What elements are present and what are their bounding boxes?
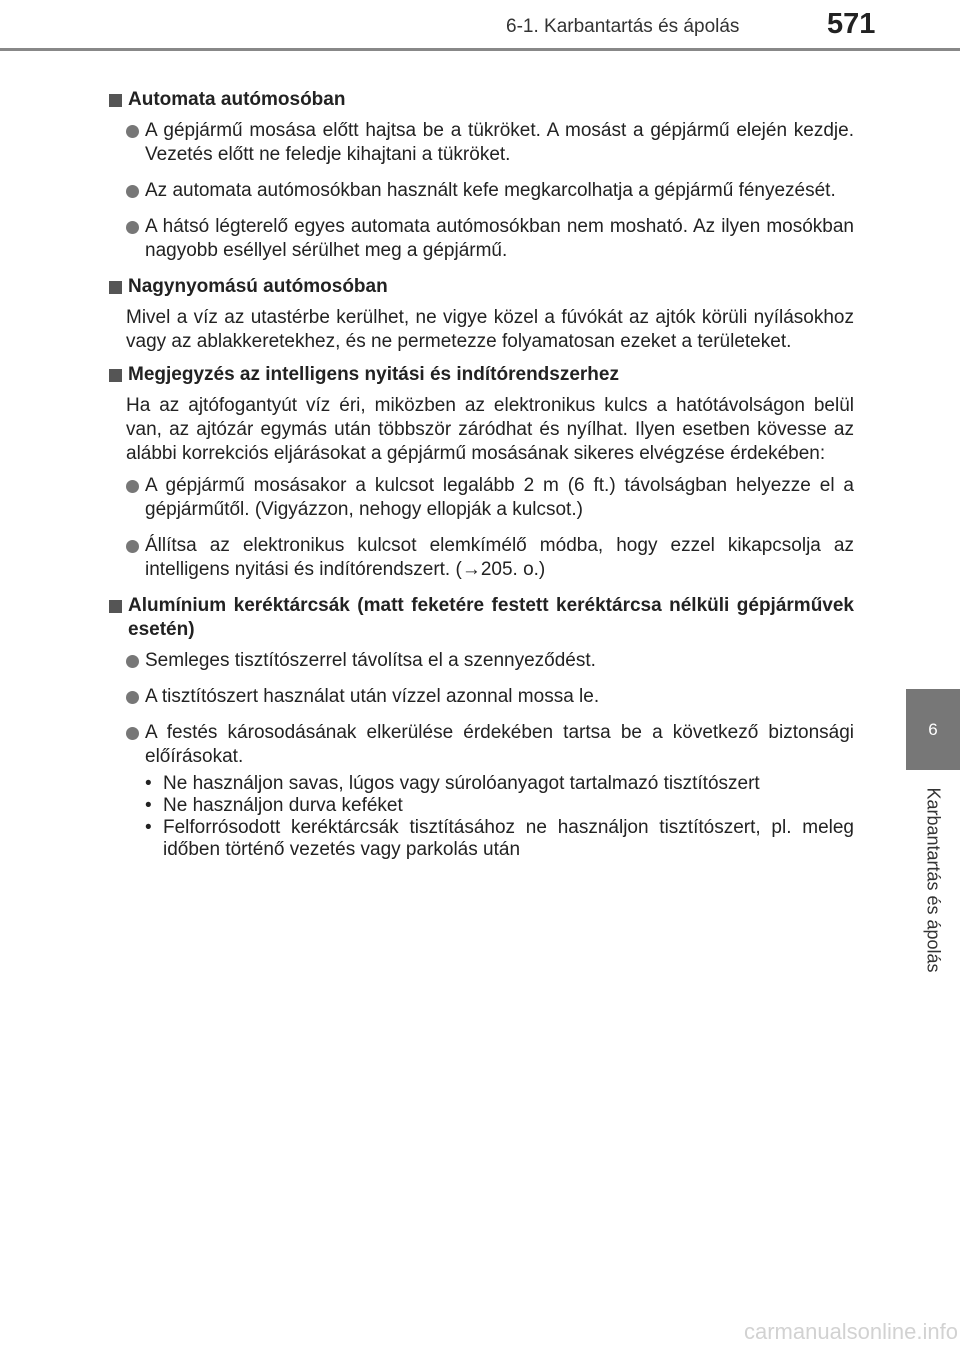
list-item-text: A festés károsodásának elkerülése érdekében tartsa be a következő biztonsági előírásokat.: [145, 722, 854, 767]
section-heading-text: Nagynyomású autómosóban: [128, 276, 388, 297]
bullet-dot-icon: •: [145, 795, 152, 816]
list-item-text: Semleges tisztítószerrel távolítsa el a szennyeződést.: [145, 650, 596, 671]
sub-list-item: [145, 773, 854, 795]
list-item-text: A gépjármű mosásakor a kulcsot legalább 2 m (6 ft.) távolságban helyezze el a gépjárműtől. (Vigyázzon, nehogy ellopják a kulcsot.): [145, 475, 854, 520]
section-heading: [107, 363, 854, 387]
sub-list-item: [145, 795, 854, 817]
header-rule: [0, 48, 960, 51]
section-heading: [107, 88, 854, 112]
circle-bullet-icon: [126, 185, 139, 198]
header-title: 6-1. Karbantartás és ápolás: [506, 16, 740, 37]
list-item-text: A gépjármű mosása előtt hajtsa be a tükröket. A mosást a gépjármű elején kezdje. Vezetés előtt ne feledje kihajtani a tükröket.: [145, 120, 854, 165]
section-automatic-carwash: [107, 88, 854, 263]
section-heading-text: Alumínium keréktárcsák (matt feketére festett keréktárcsa nélküli gépjárművek esetén): [128, 595, 854, 640]
section-heading-text: Megjegyzés az intelligens nyitási és indítórendszerhez: [128, 364, 619, 385]
chapter-number: 6: [928, 719, 938, 739]
list-item: [107, 721, 854, 769]
square-bullet-icon: [109, 281, 122, 294]
circle-bullet-icon: [126, 727, 139, 740]
square-bullet-icon: [109, 369, 122, 382]
list-item: [107, 179, 854, 203]
chapter-tab-label: Karbantartás és ápolás: [923, 787, 944, 973]
bullet-dot-icon: •: [145, 817, 152, 838]
list-item: [107, 649, 854, 673]
section-heading-text: Automata autómosóban: [128, 89, 346, 110]
circle-bullet-icon: [126, 655, 139, 668]
circle-bullet-icon: [126, 480, 139, 493]
list-item-text: Az automata autómosókban használt kefe megkarcolhatja a gépjármű fényezését.: [145, 180, 836, 201]
list-item-text: A hátsó légterelő egyes automata autómosókban nem mosható. Az ilyen mosókban nagyobb eséllyel sérülhet meg a gépjármű.: [145, 216, 854, 261]
list-item: [107, 215, 854, 263]
section-heading: [107, 275, 854, 299]
section-heading: [107, 594, 854, 642]
circle-bullet-icon: [126, 691, 139, 704]
sub-list-item-text: Ne használjon savas, lúgos vagy súrolóanyagot tartalmazó tisztítószert: [163, 773, 760, 794]
chapter-tab: [906, 689, 960, 770]
section-paragraph: Mivel a víz az utastérbe kerülhet, ne vigye közel a fúvókát az ajtók körüli nyílásokhoz vagy az ablakkeretekhez, és ne permetezze folyamatosan ezeket a területeket.: [126, 307, 854, 352]
sub-list-item-text: Felforrósodott keréktárcsák tisztításához ne használjon tisztítószert, pl. meleg időben történő vezetés vagy parkolás után: [163, 817, 854, 860]
list-item: [107, 534, 854, 582]
list-item-text: Állítsa az elektronikus kulcsot elemkímélő módba, hogy ezzel kikapcsolja az intelligens nyitási és indítórendszert. (→205. o.): [145, 535, 854, 580]
sub-list-item-text: Ne használjon durva keféket: [163, 795, 403, 816]
watermark: carmanualsonline.info: [743, 1319, 958, 1344]
circle-bullet-icon: [126, 221, 139, 234]
page-number: 571: [827, 8, 876, 40]
page-content: [107, 88, 854, 870]
list-item: [107, 474, 854, 522]
sub-bullet-list: [107, 773, 854, 861]
circle-bullet-icon: [126, 125, 139, 138]
square-bullet-icon: [109, 94, 122, 107]
bullet-dot-icon: •: [145, 773, 152, 794]
section-paragraph: Ha az ajtófogantyút víz éri, miközben az elektronikus kulcs a hatótávolságon belül van, az ajtózár egymás után többször záródhat és nyílhat. Ilyen esetben kövesse az alábbi korrekciós eljárásokat a gépjármű mosásának sikeres elvégzése érdekében:: [126, 395, 854, 464]
section-smart-entry-note: [107, 363, 854, 582]
circle-bullet-icon: [126, 540, 139, 553]
square-bullet-icon: [109, 600, 122, 613]
list-item: [107, 685, 854, 709]
sub-list-item: [145, 817, 854, 861]
section-aluminium-wheels: [107, 594, 854, 861]
list-item-text: A tisztítószert használat után vízzel azonnal mossa le.: [145, 686, 600, 707]
section-high-pressure-carwash: [107, 275, 854, 354]
list-item: [107, 119, 854, 167]
